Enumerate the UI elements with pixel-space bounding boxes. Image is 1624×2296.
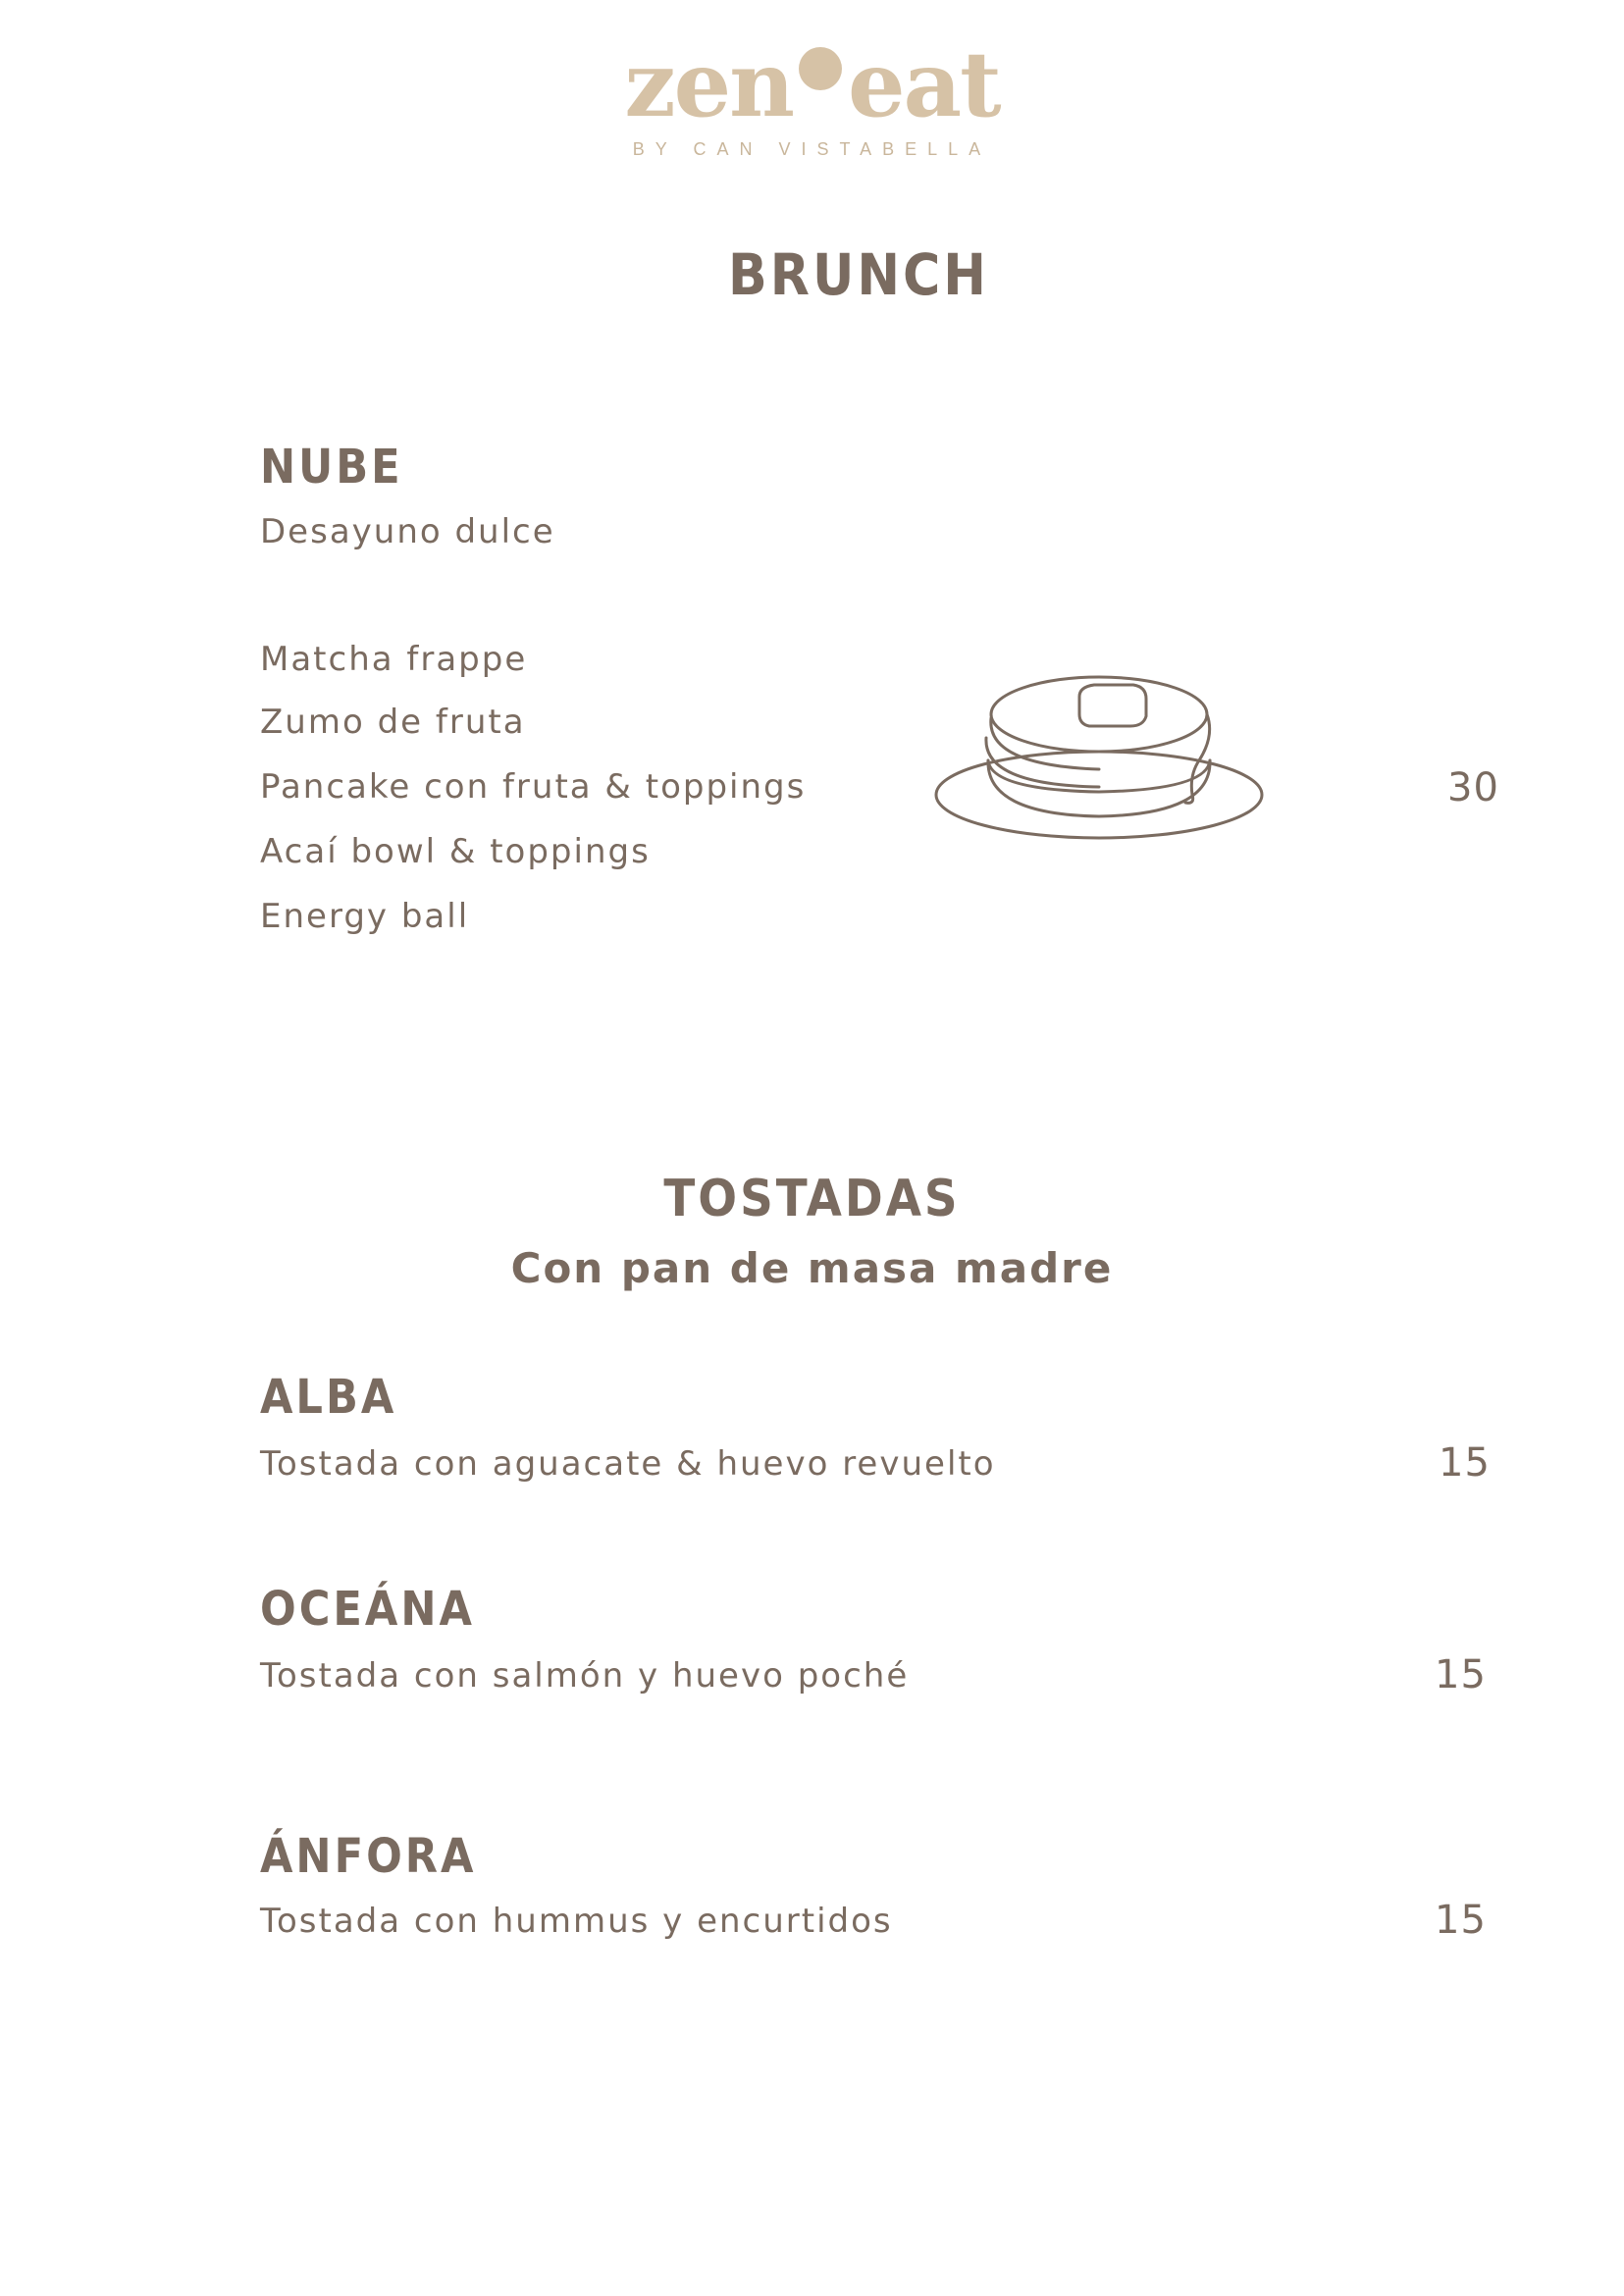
- item-name-alba: ALBA: [260, 1370, 397, 1425]
- nube-item-2: Zumo de fruta: [260, 703, 526, 742]
- item-name-anfora: ÁNFORA: [260, 1829, 477, 1884]
- nube-item-3: Pancake con fruta & toppings: [260, 767, 807, 807]
- item-name-nube: NUBE: [260, 440, 403, 495]
- section-title-tostadas: TOSTADAS: [663, 1170, 961, 1228]
- logo-subtitle: BY CAN VISTABELLA: [632, 139, 992, 159]
- item-description-oceana: Tostada con salmón y huevo poché: [260, 1656, 910, 1696]
- item-description-anfora: Tostada con hummus y encurtidos: [260, 1902, 893, 1941]
- logo-word-eat: eat: [848, 31, 1000, 137]
- price-anfora: 15: [1435, 1898, 1487, 1943]
- section-title-brunch: BRUNCH: [728, 241, 989, 308]
- logo: [0, 31, 1624, 137]
- pancake-illustration-icon: [932, 667, 1266, 863]
- item-description-alba: Tostada con aguacate & huevo revuelto: [260, 1444, 996, 1484]
- nube-item-5: Energy ball: [260, 897, 470, 936]
- price-nube: 30: [1447, 765, 1499, 810]
- section-subtitle-tostadas: Con pan de masa madre: [510, 1244, 1114, 1292]
- price-alba: 15: [1439, 1440, 1491, 1486]
- nube-item-4: Acaí bowl & toppings: [260, 832, 651, 871]
- item-name-oceana: OCEÁNA: [260, 1582, 475, 1637]
- price-oceana: 15: [1435, 1652, 1487, 1697]
- logo-word-zen: zen: [624, 31, 794, 137]
- nube-item-1: Matcha frappe: [260, 640, 528, 679]
- logo-mark-icon: [799, 47, 842, 90]
- item-description-nube: Desayuno dulce: [260, 512, 555, 551]
